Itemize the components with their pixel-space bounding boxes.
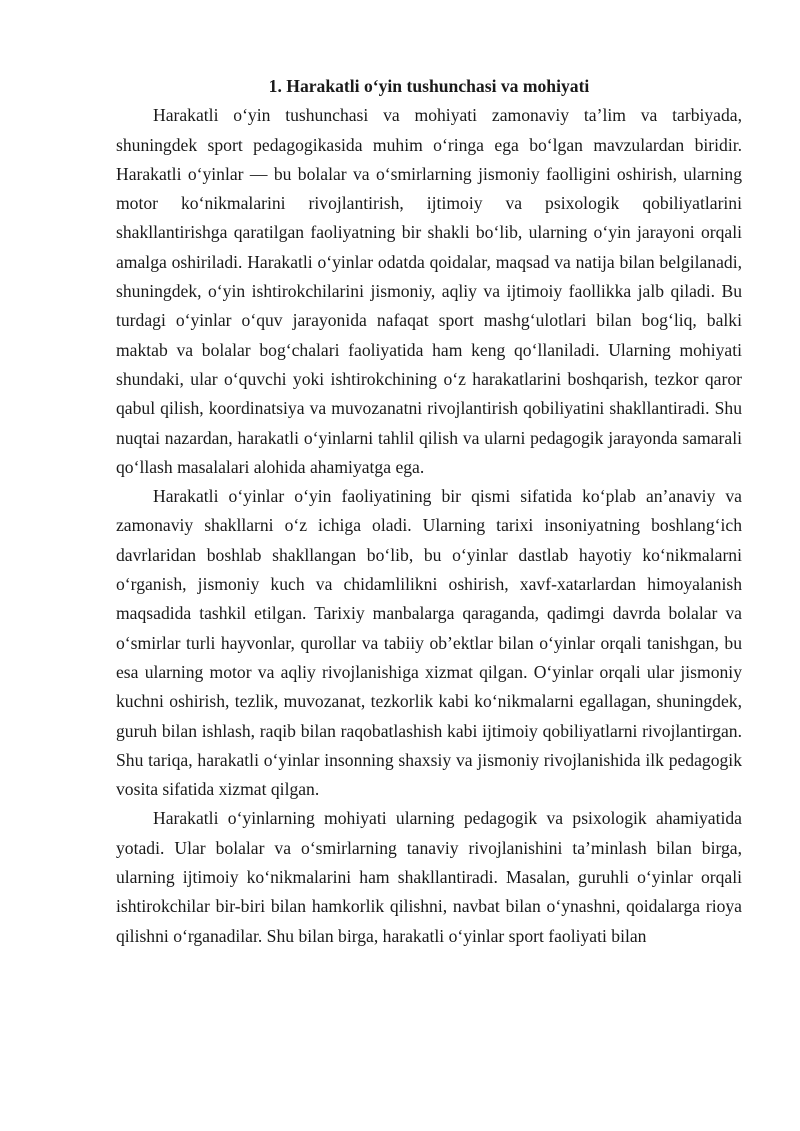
paragraph-1: Harakatli o‘yin tushunchasi va mohiyati zamonaviy ta’lim va tarbiyada, shuningdek sport pedagogikasida muhim o‘ringa ega bo‘lgan mavzulardan biridir. Harakatli o‘yinlar — bu bolalar va o‘smirlarning jismoniy faolligini oshirish, ularning motor ko‘nikmalarini rivojlantirish, ijtimoiy va psixologik qobiliyatlarini shakllantirishga qaratilgan faoliyatning bir shakli bo‘lib, ularning o‘yin jarayoni orqali amalga oshiriladi. Harakatli o‘yinlar odatda qoidalar, maqsad va natija bilan belgilanadi, shuningdek, o‘yin ishtirokchilarini jismoniy, aqliy va ijtimoiy faollikka jalb qiladi. Bu turdagi o‘yinlar o‘quv jarayonida nafaqat sport mashg‘ulotlari bilan bog‘liq, balki maktab va bolalar bog‘chalari faoliyatida ham keng qo‘llaniladi. Ularning mohiyati shundaki, ular o‘quvchi yoki ishtirokchining o‘z harakatlarini boshqarish, tezkor qaror qabul qilish, koordinatsiya va muvozanatni rivojlantirish qobiliyatini shakllantiradi. Shu nuqtai nazardan, harakatli o‘yinlarni tahlil qilish va ularni pedagogik jarayonda samarali qo‘llash masalalari alohida ahamiyatga ega. [116,105,742,477]
paragraph-2: Harakatli o‘yinlar o‘yin faoliyatining bir qismi sifatida ko‘plab an’anaviy va zamonaviy shakllarni o‘z ichiga oladi. Ularning tarixi insoniyatning boshlang‘ich davrlaridan boshlab shakllangan bo‘lib, bu o‘yinlar dastlab hayotiy ko‘nikmalarni o‘rganish, jismoniy kuch va chidamlilikni oshirish, xavf-xatarlardan himoyalanish maqsadida tashkil etilgan. Tarixiy manbalarga qaraganda, qadimgi davrda bolalar va o‘smirlar turli hayvonlar, qurollar va tabiiy ob’ektlar bilan o‘yinlar orqali tanishgan, bu esa ularning motor va aqliy rivojlanishiga xizmat qilgan. O‘yinlar orqali ular jismoniy kuchni oshirish, tezlik, muvozanat, tezkorlik kabi ko‘nikmalarni egallagan, shuningdek, guruh bilan ishlash, raqib bilan raqobatlashish kabi ijtimoiy qobiliyatlarni rivojlantirgan. Shu tariqa, harakatli o‘yinlar insonning shaxsiy va jismoniy rivojlanishida ilk pedagogik vosita sifatida xizmat qilgan. [116,486,742,800]
section-heading: 1. Harakatli o‘yin tushunchasi va mohiyati [268,76,590,96]
paragraph-3: Harakatli o‘yinlarning mohiyati ularning pedagogik va psixologik ahamiyatida yotadi. Ular bolalar va o‘smirlarning tanaviy rivojlanishini ta’minlash bilan birga, ularning ijtimoiy ko‘nikmalarini ham shakllantiradi. Masalan, guruhli o‘yinlar orqali ishtirokchilar bir-biri bilan hamkorlik qilishni, navbat bilan o‘ynashni, qoidalarga rioya qilishni o‘rganadilar. Shu bilan birga, harakatli o‘yinlar sport faoliyati bilan [116,808,742,946]
document-body [116,72,742,951]
